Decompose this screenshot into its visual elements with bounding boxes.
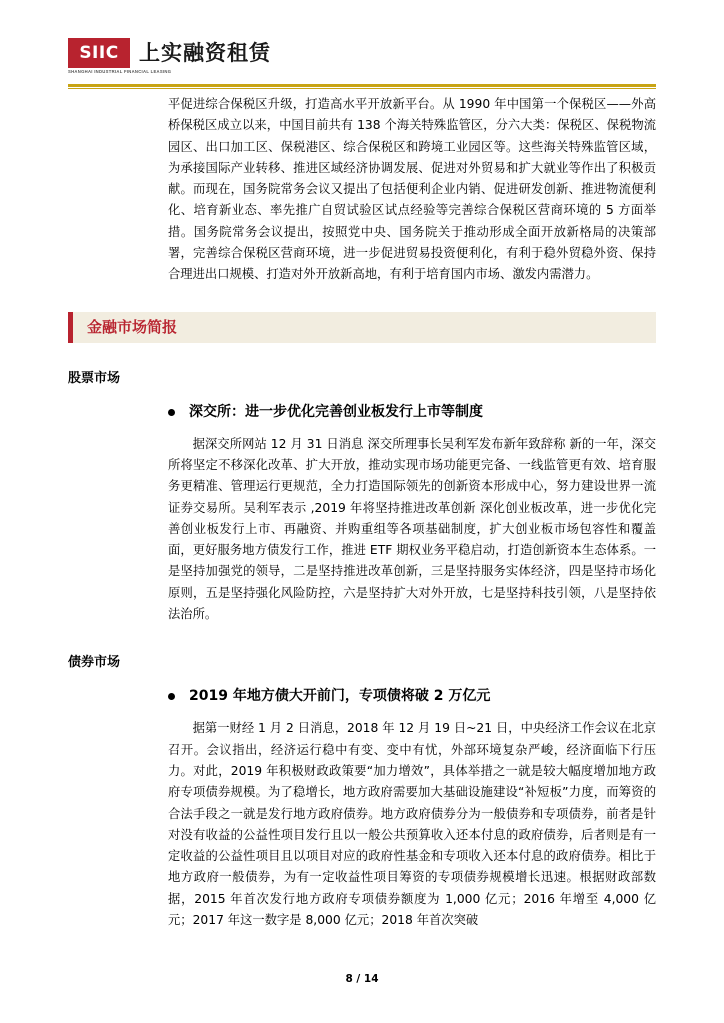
logo-mark <box>68 38 172 74</box>
bond-market-headline: 2019 年地方债大开前门，专项债将破 2 万亿元 <box>189 688 491 705</box>
stock-market-body: 据深交所网站 12 月 31 日消息 深交所理事长吴利军发布新年致辞称 新的一年，深交所将坚定不移深化改革、扩大开放，推动实现市场功能更完备、一线监管更有效、培育服务更精准、管理运行更规范，全力打造国际领先的创新资本形成中心，努力建设世界一流证券交易所。吴利军表示 ,2019 年将坚持推进改革创新 深化创业板改革，进一步优化完善创业板发行上市、再融资、并购重组等各项基础制度，扩大创业板市场包容性和覆盖面，更好服务地方债发行工作，推进 ETF 期权业务平稳启动，打造创新资本生态体系。一是坚持加强党的领导，二是坚持推进改革创新，三是坚持服务实体经济，四是坚持市场化原则，五是坚持强化风险防控，六是坚持扩大对外开放，七是坚持科技引领，八是坚持依法治所。 <box>168 436 656 622</box>
section-title: 金融市场简报 <box>87 317 178 336</box>
stock-market-headline-row <box>168 402 656 423</box>
page-content <box>0 94 724 931</box>
top-paragraph: 平促进综合保税区升级，打造高水平开放新平台。从 1990 年中国第一个保税区——外高桥保税区成立以来，中国目前共有 138 个海关特殊监管区，分六大类：保税区、保税物流园区、出口加工区、保税港区、综合保税区和跨境工业园区等。这些海关特殊监管区域，为承接国际产业转移、推进区域经济协调发展、促进对外贸易和扩大就业等作出了积极贡献。而现在，国务院常务会议又提出了包括便利企业内销、促进研发创新、推进物流便利化、培育新业态、率先推广自贸试验区试点经验等完善综合保税区营商环境的 5 方面举措。国务院常务会议提出，按照党中央、国务院关于推动形成全面开放新格局的决策部署，完善综合保税区营商环境，进一步促进贸易投资便利化，有利于稳外贸稳外资、保持合理进出口规模、打造对外开放新高地，有利于培育国内市场、激发内需潜力。 <box>168 97 656 282</box>
logo-mark-text: SIIC <box>79 43 119 63</box>
page-number: 8 / 14 <box>345 973 379 985</box>
company-logo <box>68 38 271 74</box>
logo-sub-text: SHANGHAI INDUSTRIAL FINANCIAL LEASING <box>68 69 172 74</box>
logo-company-name: 上实融资租赁 <box>139 41 271 65</box>
bond-market-headline-row <box>168 686 656 707</box>
bullet-dot-icon <box>168 409 175 416</box>
bullet-dot-icon <box>168 693 175 700</box>
page-footer <box>0 973 724 985</box>
bond-market-body: 据第一财经 1 月 2 日消息，2018 年 12 月 19 日~21 日，中央经济工作会议在北京召开。会议指出，经济运行稳中有变、变中有忧，外部环境复杂严峻，经济面临下行压力。对此，2019 年积极财政政策要“加力增效”，具体举措之一就是较大幅度增加地方政府专项债券规模。为了稳增长，地方政府需要加大基础设施建设“补短板”力度，而筹资的合法手段之一就是发行地方政府债券。地方政府债券分为一般债券和专项债券，前者是针对没有收益的公益性项目发行且以一般公共预算收入还本付息的政府债券，后者则是有一定收益的公益性项目且以项目对应的政府性基金和专项收入还本付息的政府债券。相比于地方政府一般债券，为有一定收益性项目筹资的专项债券规模增长迅速。根据财政部数据，2015 年首次发行地方政府专项债券额度为 1,000 亿元；2016 年增至 4,000 亿元；2017 年这一数字是 8,000 亿元；2018 年首次突破 <box>168 721 656 928</box>
section-band-financial-market <box>68 312 656 343</box>
subsection-label-bond-market: 债券市场 <box>68 655 121 671</box>
header-rule-thick <box>68 84 656 87</box>
stock-market-headline: 深交所：进一步优化完善创业板发行上市等制度 <box>189 403 483 420</box>
header-rule-thin <box>68 88 656 89</box>
page-header <box>0 0 724 90</box>
subsection-label-stock-market: 股票市场 <box>68 370 121 386</box>
